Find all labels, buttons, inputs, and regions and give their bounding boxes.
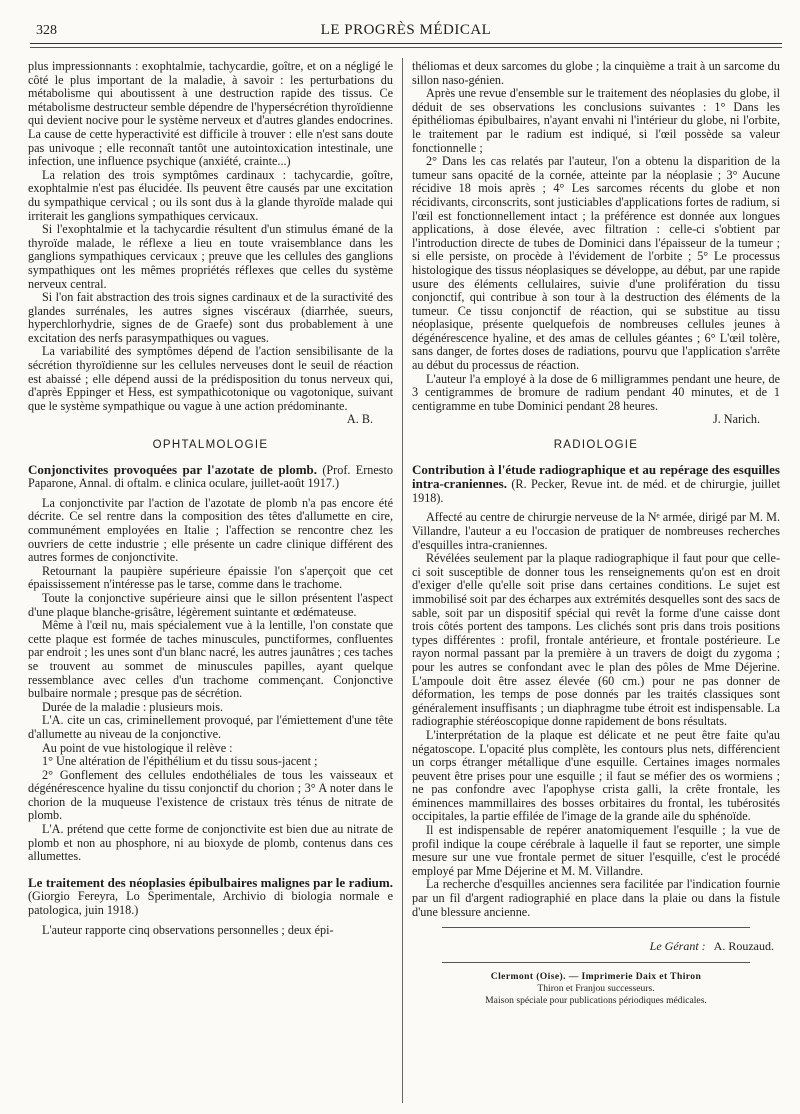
author-signature: A. B.: [346, 412, 373, 427]
left-column: [28, 60, 393, 937]
section-heading-ophtalmologie: OPHTALMOLOGIE: [152, 439, 269, 452]
printer-line: Maison spéciale pour publications périodiques médicales.: [485, 994, 707, 1006]
article-byline: (Prof. Ernesto Paparone, Annal. di oftalm. e clinica oculare, juillet-août 1917.): [28, 462, 393, 491]
paragraph: Durée de la maladie : plusieurs mois.: [42, 699, 224, 714]
right-column: [412, 60, 780, 1007]
paragraph: Il est indispensable de repérer anatomiquement l'esquille ; la vue de profil indique la coupe cérébrale à laquelle il faut se reporter, une simple mesure sur une vue frontale permet de situer l'esquille, c'est le procédé employé par Mme Déjerine et M. M. Villandre.: [412, 823, 780, 878]
paragraph: Après une revue d'ensemble sur le traitement des néoplasies du globe, il déduit de ses observations les conclusions suivantes : 1° Dans les épithéliomas épibulbaires, n'ayant envahi ni l'intérieur du globe, ni l'orbite, le traitement par le radium est indiqué, si l'œil possède sa valeur fonctionnelle ;: [412, 86, 780, 155]
gerant-line: [412, 940, 780, 954]
paragraph: L'interprétation de la plaque est délicate et ne peut être faite qu'au négatoscope. L'opacité plus complète, les contours plus nets, différencient un corps étranger métallique d'une esquille. Certaines images normales peuvent être prises pour une esquille ; il faut se méfier des os wormiens ; ne pas confondre avec l'apophyse crista galli, la crête frontale, les éminences mammillaires des bosses orbitaires du frontal, les tubérosités occipitales, la partie effilée de l'image de la grande aile du sphénoïde.: [412, 727, 780, 824]
closing-rule: [442, 927, 750, 928]
article-title: Le traitement des néoplasies épibulbaires malignes par le radium.: [28, 874, 393, 890]
paragraph: Si l'on fait abstraction des trois signes cardinaux et de la suractivité des glandes surrénales, les autres signes viscéraux (diarrhée, sueurs, hyperchlorhydrie, signes de de Graefe) sont dus probablement à une excitation des nerfs parasympathiques ou vagues.: [28, 290, 393, 345]
paragraph: L'A. prétend que cette forme de conjonctivite est bien due au nitrate de plomb et non au phosphore, ni au bioxyde de plomb, contenus dans ces allumettes.: [28, 822, 393, 864]
closing-rule: [442, 962, 750, 963]
journal-title: LE PROGRÈS MÉDICAL: [320, 22, 492, 38]
printer-line: Clermont (Oise). — Imprimerie Daix et Thiron: [490, 970, 702, 982]
header-rule: [30, 43, 782, 44]
article-heading: [28, 463, 393, 491]
section-heading-radiologie: RADIOLOGIE: [553, 439, 639, 452]
paragraph: Même à l'œil nu, mais spécialement vue à la lentille, l'on constate que cette plaque est formée de taches minuscules, punctiformes, confluentes par endroit ; les unes sont d'un blanc nacré, les autres jaunâtres ; ces taches se trouvent au sommet de minuscules papilles, ayant quelque ressemblance avec celles d'un trachome commençant. Conjonctive bulbaire normale ; presque pas de sécrétion.: [28, 618, 393, 701]
gerant-label: Le Gérant :: [649, 939, 706, 954]
article-heading: [412, 463, 780, 506]
paragraph: Retournant la paupière supérieure épaissie l'on s'aperçoit que cet épaississement n'intéresse pas le tarse, comme dans le trachome.: [28, 563, 393, 592]
paragraph: 2° Dans les cas relatés par l'auteur, l'on a obtenu la disparition de la tumeur sans opacité de la cornée, atteinte par la néoplasie ; 3° Aucune récidive 18 mois après ; 4° Les sarcomes récents du globe et non récidivants, circonscrits, sont justiciables d'applications fortes de radium, si l'œil est fonctionnellement intact ; la préférence est donnée aux longues applications, à dose élevée, avec filtration : celle-ci s'obtient par l'introduction directe de tubes de Dominici dans l'épaisseur de la tumeur ; si elle persiste, on procède à l'évidement de l'orbite ; 5° Le processus histologique des tissus néoplasiques se développe, au début, par une rapide usure des éléments cellulaires, suivie d'une prolifération du tissu conjonctif, qui contribue à son tour à la destruction des éléments de la tumeur. Ce tissu conjonctif de réaction, qui se substitue au tissu néoplasique, présente quelquefois de nombreuses cellules jeunes à dégénérescence hyaline, et des amas de cellules géantes ; 6° L'œil tolère, sans danger, de fortes doses de radiations, pourvu que l'application s'arrête au début du processus de réaction.: [412, 154, 780, 373]
paragraph: L'auteur l'a employé à la dose de 6 milligrammes pendant une heure, de 3 centigrammes de bromure de radium pendant 40 minutes, et de 1 centigramme en tube Dominici pendant 28 heures.: [412, 371, 780, 413]
printer-imprint: [412, 971, 780, 1007]
paragraph: Affecté au centre de chirurgie nerveuse de la Nᵉ armée, dirigé par M. M. Villandre, l'auteur a eu l'occasion de pratiquer de nombreuses recherches d'esquilles intra-craniennes.: [412, 510, 780, 552]
paragraph: La recherche d'esquilles anciennes sera facilitée par l'indication fournie par un fil d'argent radiographié en place dans la plaie ou dans la fistule d'une blessure ancienne.: [412, 877, 780, 919]
article-byline: (R. Pecker, Revue int. de méd. et de chirurgie, juillet 1918).: [412, 477, 780, 505]
paragraph: Si l'exophtalmie et la tachycardie résultent d'un stimulus émané de la thyroïde malade, le réflexe a lieu en toute vraisemblance dans les ganglions sympathiques cervicaux ; preuve que les cellules des ganglions sympathiques ont les mêmes propriétés réflexes que celles du système nerveux central.: [28, 222, 393, 291]
article-heading: [28, 876, 393, 918]
gerant-name: A. Rouzaud.: [713, 939, 774, 954]
printer-line: Thiron et Franjou successeurs.: [537, 982, 655, 994]
paragraph: plus impressionnants : exophtalmie, tachycardie, goître, et on a négligé le côté le plus important de la maladie, à savoir : les perturbations du métabolisme qui aboutissent à une destruction rapide des tissus. Ce métabolisme destructeur semble dépendre de l'hypersécrétion thyroïdienne qui devient nocive pour le système nerveux et d'autres glandes endocrines. La cause de cette hyperactivité est difficile à trouver : elle n'est sans doute pas univoque ; elle reconnaît tantôt une autointoxication intestinale, une infection, une influence psychique (anxiété, crainte...): [28, 59, 393, 169]
article-byline: (Giorgio Fereyra, Lo Sperimentale, Archivio di biologia normale e patologica, juin 1918.): [28, 889, 393, 918]
article-title: Conjonctivites provoquées par l'azotate de plomb.: [28, 461, 317, 477]
paragraph: L'A. cite un cas, criminellement provoqué, par l'émiettement d'une tête d'allumette au niveau de la conjonctive.: [28, 713, 393, 741]
column-divider: [402, 58, 403, 1103]
paragraph: 2° Gonflement des cellules endothéliales de tous les vaisseaux et dégénérescence hyaline du tissu conjonctif du chorion ; 3° A noter dans le chorion de la muqueuse l'existence de cristaux très ténus de nitrate de plomb.: [28, 767, 393, 823]
paragraph: théliomas et deux sarcomes du globe ; la cinquième a trait à un sarcome du sillon naso-génien.: [412, 59, 780, 87]
page-number: 328: [36, 23, 57, 38]
author-signature: J. Narich.: [712, 412, 760, 427]
running-header: [30, 20, 782, 42]
paragraph: 1° Une altération de l'épithélium et du tissu sous-jacent ;: [42, 754, 318, 769]
header-rule-thin: [30, 47, 782, 48]
paragraph: Au point de vue histologique il relève :: [42, 740, 233, 755]
paragraph: La variabilité des symptômes dépend de l'action sensibilisante de la sécrétion thyroïdienne sur les cellules nerveuses dont le seuil de réaction est abaissé ; elle dépend aussi de la prédisposition du tonus nerveux qui, d'après Eppinger et Hess, est sympathicotonique ou vagotonique, suivant que le système sympathique ou vague à une action prédominante.: [28, 344, 393, 413]
paragraph: Révélées seulement par la plaque radiographique il faut pour que celle-ci soit susceptible de donner tous les renseignements qu'on est en droit d'exiger d'elle qu'elle soit prise dans certaines conditions. Le sujet est immobilisé soit par des écharpes aux extrémités desquelles sont des sacs de sable, soit par un dispositif spécial qui revêt la forme d'une caisse dont trois côtés portent des tampons. Les clichés sont pris dans trois positions types différentes : profil, frontale antérieure, et frontale postérieure. Le rayon normal passant par la première à un travers de doigt du zygoma ; pour les autres se confondant avec le plan des pôles de Mme Déjerine. L'ampoule doit être assez élevée (60 cm.) pour ne pas donner de déformation, les temps de pose donnés par les traités classiques sont généralement insuffisants ; un diaphragme tube étroit est indispensable. La radiographie stéréoscopique donne rapidement de bons résultats.: [412, 551, 780, 729]
paragraph: L'auteur rapporte cinq observations personnelles ; deux épi-: [42, 922, 334, 937]
paragraph: La relation des trois symptômes cardinaux : tachycardie, goître, exophtalmie n'est pas élucidée. Ils peuvent être causés par une excitation du sympathique cervical ; ou ils sont dus à la glande thyroïde malade qui irriterait les ganglions sympathiques cervicaux.: [28, 167, 393, 223]
paragraph: Toute la conjonctive supérieure ainsi que le sillon présentent l'aspect d'une plaque blanche-grisâtre, légèrement suintante et œdémateuse.: [28, 590, 393, 619]
article-title: Contribution à l'étude radiographique et au repérage des esquilles intra-craniennes.: [412, 461, 780, 492]
paragraph: La conjonctivite par l'action de l'azotate de plomb n'a pas encore été décrite. Ce sel rentre dans la composition des têtes d'allumette en cire, communément employées en Italie ; l'affection se rencontre chez les ouvriers de cette industrie ; elle présente un cadre clinique différent des autres formes de conjonctivite.: [28, 495, 393, 565]
